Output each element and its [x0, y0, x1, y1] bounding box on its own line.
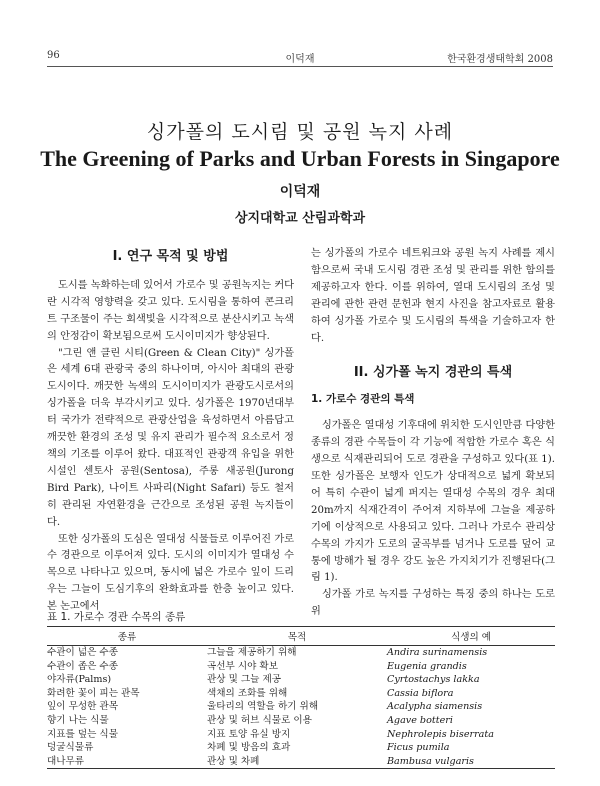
- column-header-purpose: 목적: [207, 627, 387, 646]
- species-example-cell: Cyrtostachys lakka: [387, 674, 480, 686]
- author-name: 이덕재: [279, 184, 321, 200]
- species-example-cell: Agave botteri: [387, 714, 453, 726]
- table-row: [47, 741, 555, 755]
- page-number: 96: [47, 50, 60, 61]
- purpose-cell: 지표 토양 유실 방지: [207, 728, 291, 740]
- table-row: [47, 700, 555, 714]
- table-row: [47, 673, 555, 687]
- journal-name: 한국환경생태학회 2008: [447, 54, 553, 65]
- title-english: The Greening of Parks and Urban Forests in Singapore: [40, 146, 560, 171]
- section-2-paragraph: 싱가폴 가로 녹지를 구성하는 특징 중의 하나는 도로 위: [311, 589, 555, 618]
- table-body: [47, 646, 555, 769]
- species-example-cell: Cassia biflora: [387, 687, 454, 699]
- header-author: 이덕재: [285, 54, 315, 65]
- species-example-cell: Acalypha siamensis: [387, 701, 483, 713]
- tree-type-cell: 향기 나는 식물: [47, 714, 109, 726]
- species-example-cell: Nephrolepis biserrata: [387, 728, 494, 740]
- table-row: [47, 714, 555, 728]
- tree-type-cell: 수관이 좁은 수종: [47, 660, 118, 672]
- tree-type-cell: 화려한 꽃이 피는 관목: [47, 687, 140, 699]
- running-header: [47, 48, 553, 68]
- tree-type-cell: 지표를 덮는 식물: [47, 728, 118, 740]
- table-row: [47, 646, 555, 660]
- species-example-cell: Bambusa vulgaris: [387, 755, 555, 769]
- continued-paragraph: 는 싱가폴의 가로수 네트워크와 공원 녹지 사례를 제시함으로써 국내 도시림 경관 조성 및 관리를 위한 함의를 제공하고자 한다. 이를 위하여, 열대 도시림의 조성 및 관리에 관한 관련 문헌과 현지 사진을 참고자료로 활용하여 싱가폴 가로수 및 도시림의 특색을 기술하고자 한다.: [311, 248, 555, 344]
- section-1-paragraph: 도시를 녹화하는데 있어서 가로수 및 공원녹지는 커다란 시각적 영향력을 갖고 있다. 도시림을 통하여 콘크리트 구조물이 주는 회색빛을 시각적으로 분산시키고 녹색의 안정감이 확보됨으로써 도시이미지가 향상된다.: [47, 279, 294, 342]
- table-header-row: [47, 627, 555, 646]
- section-1-paragraph: "그린 앤 클린 시티(Green & Clean City)" 싱가폴은 세계 6대 관광국 중의 하나이며, 아시아 최대의 관광도시이다. 깨끗한 녹색의 도시이미지가 관광도시로서의 싱가폴을 더욱 부각시키고 있다. 싱가폴은 1970년대부터 국가가 전략적으로 관광산업을 육성하면서 아름답고 깨끗한 환경의 조성 및 유지 관리가 필수적 요소로서 정책의 기조를 이루어 왔다. 대표적인 관광객 유입을 위한 시설인 센토사 공원(Sentosa), 주롱 새공원(Jurong Bird Park), 나이트 사파리(Night Safari) 등도 철저히 관리된 자연환경을 근간으로 조성된 공원 녹지들이다.: [47, 347, 294, 528]
- purpose-cell: 관상 및 그늘 제공: [207, 674, 282, 686]
- header-rule: [47, 66, 553, 67]
- purpose-cell: 차폐 및 방음의 효과: [207, 742, 291, 754]
- tree-type-cell: 덩굴식물류: [47, 742, 94, 754]
- table-row: [47, 755, 555, 769]
- tree-type-cell: 수관이 넓은 수종: [47, 647, 118, 658]
- purpose-cell: 관상 및 차폐: [207, 755, 387, 769]
- species-example-cell: Eugenia grandis: [387, 660, 467, 672]
- affiliation: 상지대학교 산림과학과: [234, 211, 366, 226]
- table-row: [47, 660, 555, 674]
- tree-type-cell: 야자류(Palms): [47, 674, 112, 686]
- right-column: [311, 246, 555, 621]
- species-example-cell: Ficus pumila: [387, 742, 450, 754]
- section-2-paragraph: 싱가폴은 열대성 기후대에 위치한 도시인만큼 다양한 종류의 경관 수목들이 각 기능에 적합한 가로수 혹은 식생으로 식재관리되어 도로 경관을 구성하고 있다(표 1). 또한 싱가폴은 보행자 인도가 상대적으로 넓게 확보되어 특히 수관이 넓게 퍼지는 열대성 수목의 경우 최대 20m까지 식재간격이 주어져 지하부에 그늘을 제공하기에 이상적으로 사용되고 있다. 그러나 가로수 관리상 수목의 가지가 도로의 굴곡부를 넘거나 도로를 덮어 교통에 방해가 될 경우 강도 높은 가지치기가 진행된다(그림 1).: [311, 420, 555, 584]
- column-header-example: 식생의 예: [387, 627, 555, 646]
- table-row: [47, 687, 555, 701]
- section-1-paragraph: 또한 싱가폴의 도심은 열대성 식물들로 이루어진 가로수 경관으로 이루어져 있다. 도시의 이미지가 열대성 수목으로 나타나고 있으며, 동시에 넓은 가로수 잎이 드리우는 그늘이 도심기후의 완화효과를 한층 높이고 있다. 본 논고에서: [47, 533, 294, 613]
- tree-type-cell: 대나무류: [47, 755, 207, 769]
- purpose-cell: 색채의 조화를 위해: [207, 687, 288, 699]
- purpose-cell: 관상 및 허브 식물로 이용: [207, 714, 312, 726]
- section-2-heading: II. 싱가폴 녹지 경관의 특색: [353, 365, 513, 381]
- purpose-cell: 울타리의 역할을 하기 위해: [207, 701, 319, 713]
- title-korean: 싱가폴의 도시림 및 공원 녹지 사례: [146, 121, 454, 143]
- subsection-1-heading: 1. 가로수 경관의 특색: [311, 393, 415, 406]
- left-column: [47, 249, 294, 616]
- species-example-cell: Andira surinamensis: [387, 647, 488, 658]
- table-caption: 표 1. 가로수 경관 수목의 종류: [47, 611, 186, 623]
- column-header-type: 종류: [47, 627, 207, 646]
- purpose-cell: 곡선부 시야 확보: [207, 660, 278, 672]
- species-table: [47, 626, 555, 769]
- tree-type-cell: 잎이 무성한 관목: [47, 701, 118, 713]
- section-1-heading: I. 연구 목적 및 방법: [112, 249, 229, 264]
- table-row: [47, 728, 555, 742]
- purpose-cell: 그늘을 제공하기 위해: [207, 647, 297, 658]
